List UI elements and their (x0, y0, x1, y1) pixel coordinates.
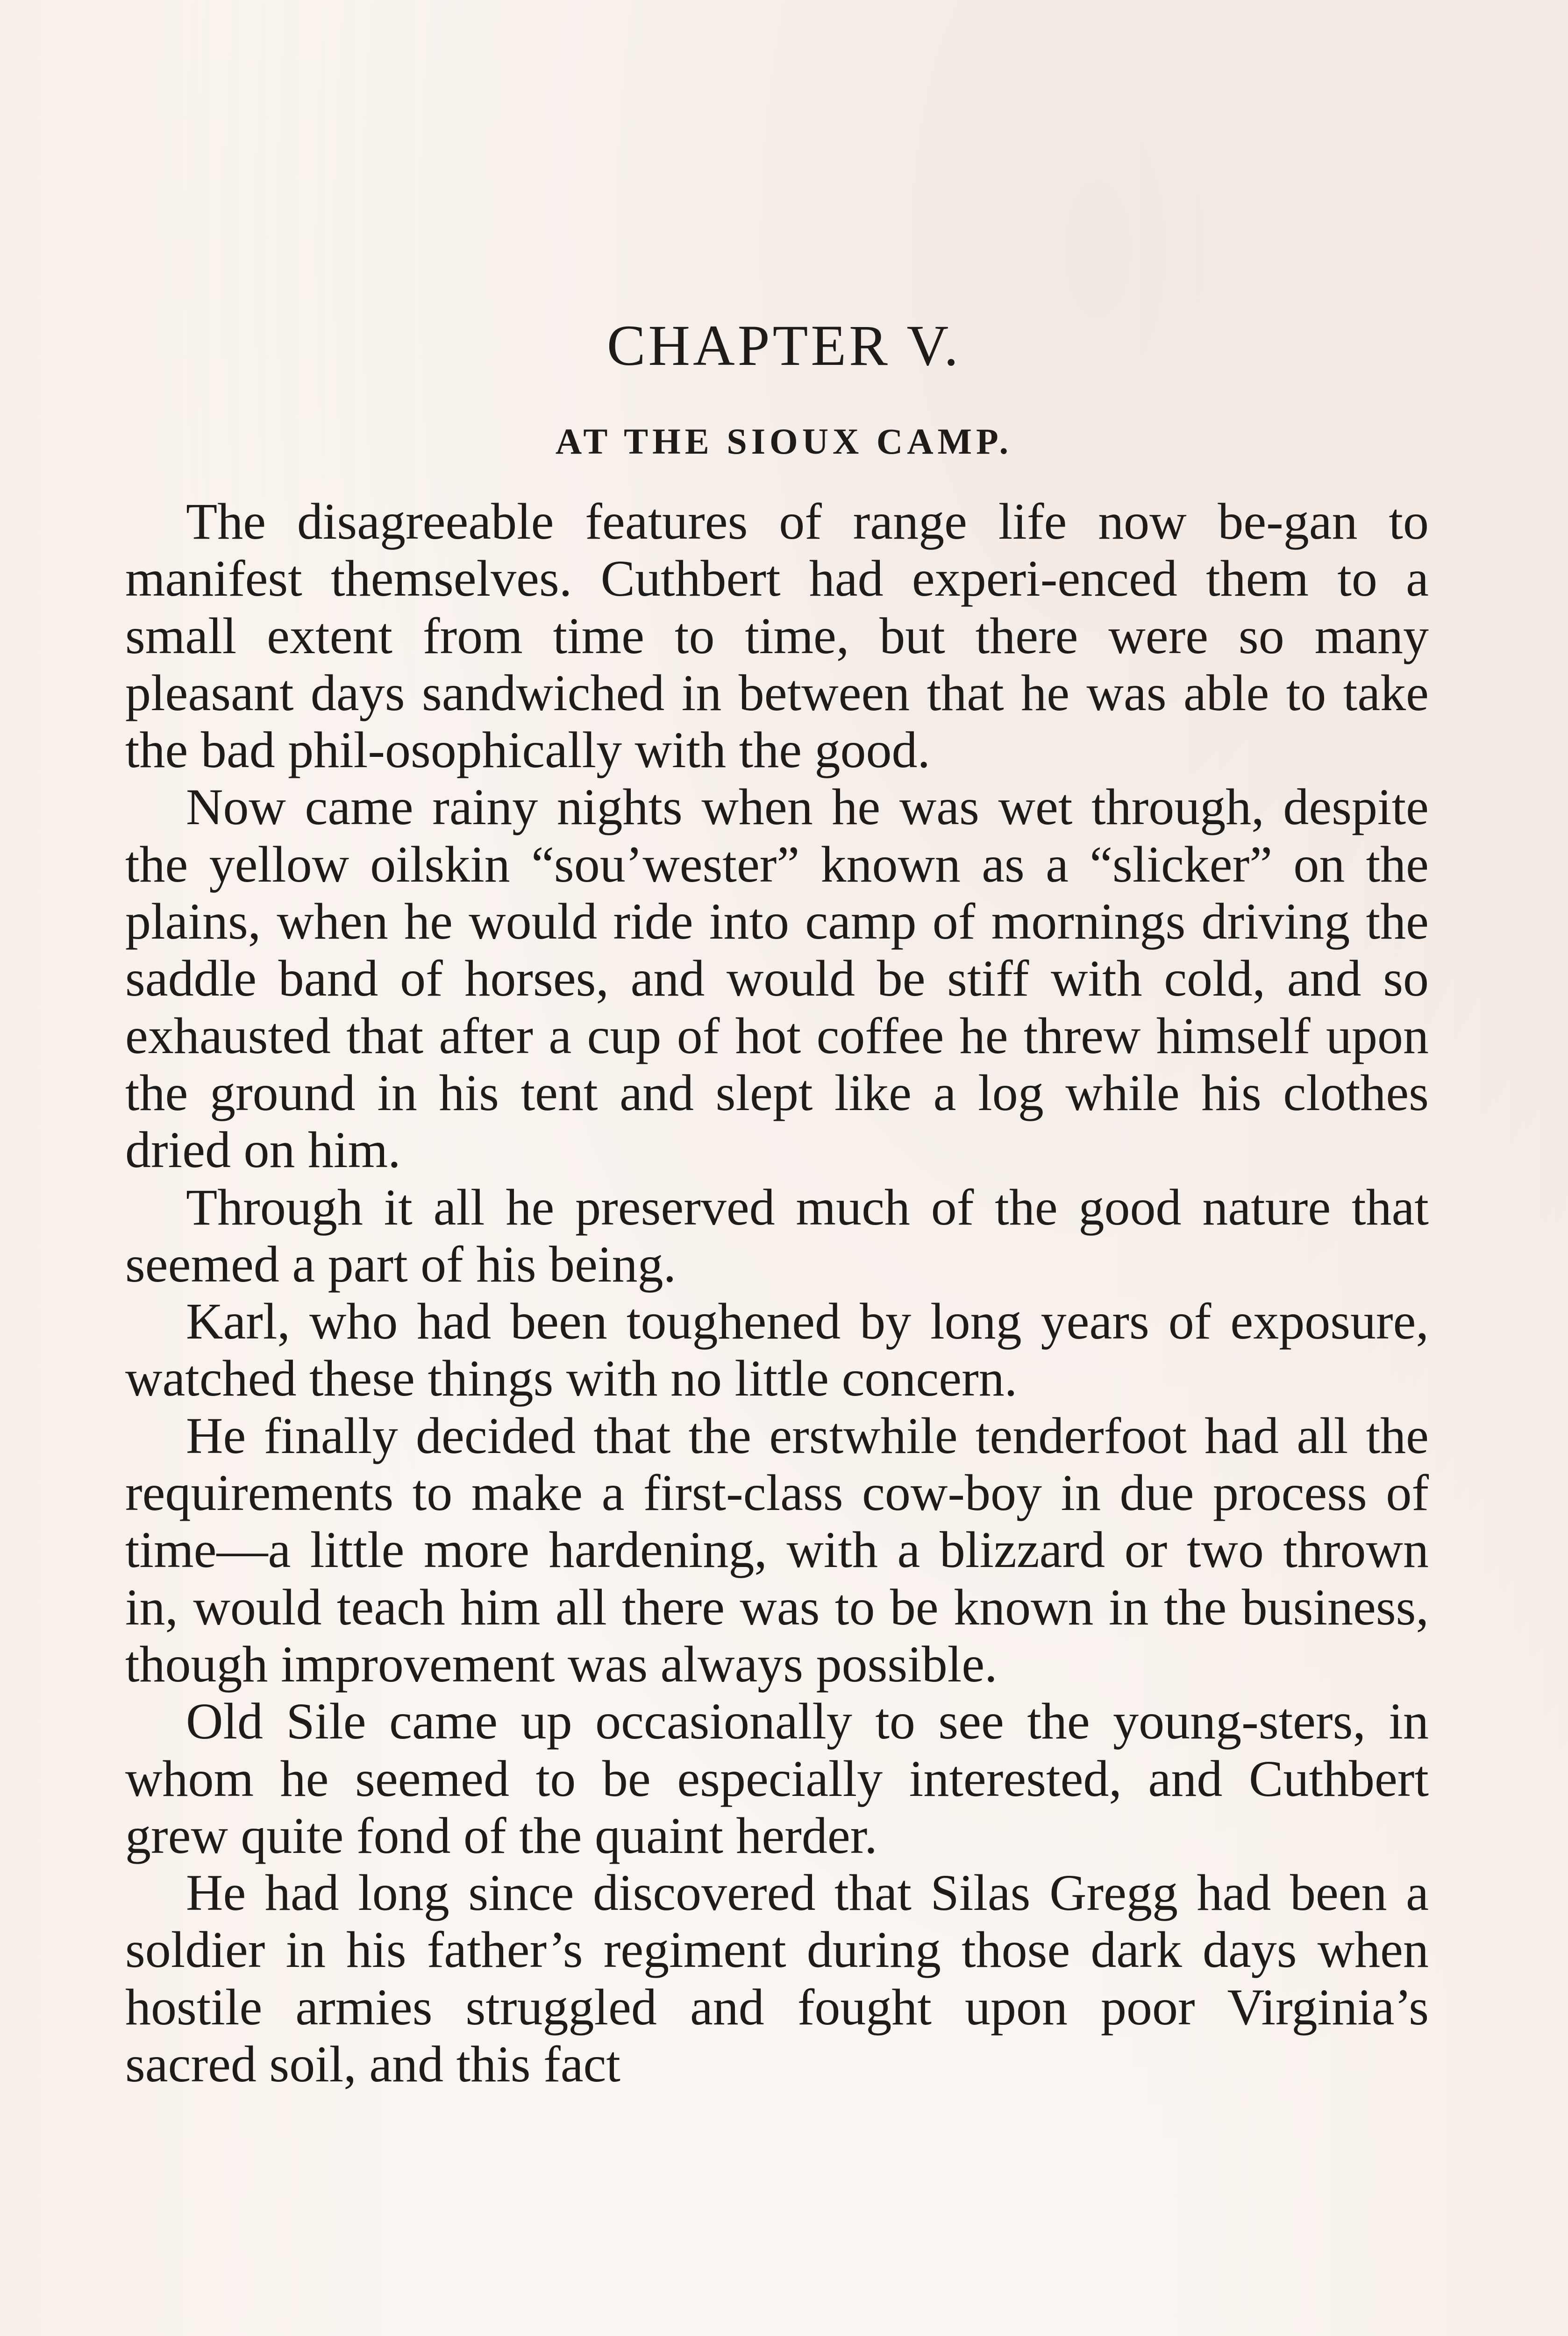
paragraph-6: Old Sile came up occasionally to see the young-sters, in whom he seemed to be especially interested, and Cuthbert grew quite fond of the quaint herder. (125, 1693, 1429, 1864)
chapter-title: CHAPTER V. (606, 313, 962, 377)
chapter-body (125, 493, 1429, 2093)
paragraph-7: He had long since discovered that Silas Gregg had been a soldier in his father’s regiment during those dark days when hostile armies struggled and fought upon poor Virginia’s sacred soil, and this fact (125, 1864, 1429, 2093)
paragraph-4: Karl, who had been toughened by long years of exposure, watched these things with no little concern. (125, 1293, 1429, 1407)
paragraph-2: Now came rainy nights when he was wet through, despite the yellow oilskin “sou’wester” known as a “slicker” on the plains, when he would ride into camp of mornings driving the saddle band of horses, and would be stiff with cold, and so exhausted that after a cup of hot coffee he threw himself upon the ground in his tent and slept like a log while his clothes dried on him. (125, 778, 1429, 1179)
paragraph-1: The disagreeable features of range life now be-gan to manifest themselves. Cuthbert had experi-enced them to a small extent from time to time, but there were so many pleasant days sandwiched in between that he was able to take the bad phil-osophically with the good. (125, 493, 1429, 779)
chapter-subtitle: AT THE SIOUX CAMP. (555, 421, 1013, 462)
paragraph-5: He finally decided that the erstwhile tenderfoot had all the requirements to make a first-class cow-boy in due process of time—a little more hardening, with a blizzard or two thrown in, would teach him all there was to be known in the business, though improvement was always possible. (125, 1407, 1429, 1693)
paragraph-3: Through it all he preserved much of the good nature that seemed a part of his being. (125, 1178, 1429, 1293)
